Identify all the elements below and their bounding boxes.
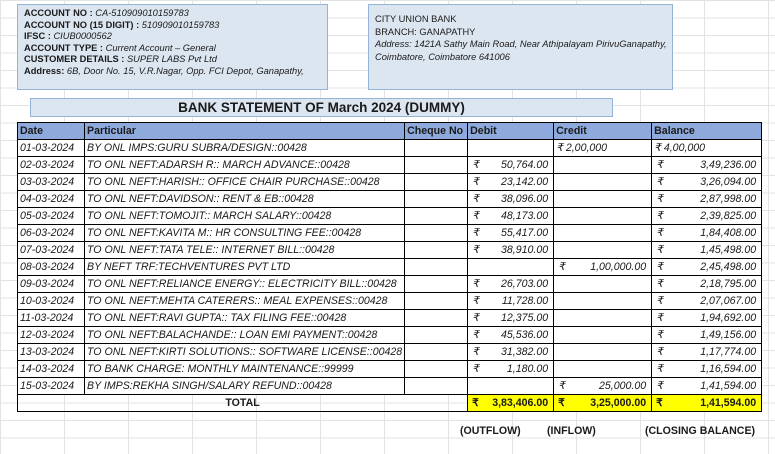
row-debit	[468, 259, 554, 276]
row-debit: ₹ 12,375.00	[468, 310, 554, 327]
account-line: ACCOUNT NO : CA-510909010159783	[24, 8, 189, 18]
row-date: 09-03-2024	[18, 276, 85, 293]
row-debit: ₹ 50,764.00	[468, 157, 554, 174]
row-credit	[554, 191, 652, 208]
row-particular: TO ONL NEFT:ADARSH R:: MARCH ADVANCE::00428	[85, 157, 405, 174]
row-date: 08-03-2024	[18, 259, 85, 276]
row-credit	[554, 344, 652, 361]
row-debit: ₹ 26,703.00	[468, 276, 554, 293]
row-date: 12-03-2024	[18, 327, 85, 344]
row-cheque	[405, 361, 468, 378]
total-debit: ₹ 3,83,406.00	[468, 395, 554, 412]
row-balance: ₹ 1,17,774.00	[652, 344, 762, 361]
total-credit: ₹ 3,25,000.00	[554, 395, 652, 412]
statement-table	[17, 122, 762, 412]
header-debit: Debit	[468, 123, 554, 140]
row-balance: ₹ 2,07,067.00	[652, 293, 762, 310]
account-line: CUSTOMER DETAILS : SUPER LABS Pvt Ltd	[24, 54, 217, 64]
row-credit: ₹ 2,00,000	[554, 140, 652, 157]
row-cheque	[405, 378, 468, 395]
outflow-label: (OUTFLOW)	[460, 425, 521, 437]
row-credit	[554, 208, 652, 225]
row-date: 04-03-2024	[18, 191, 85, 208]
row-cheque	[405, 242, 468, 259]
row-particular: BY IMPS:REKHA SINGH/SALARY REFUND::00428	[85, 378, 405, 395]
header-particular: Particular	[85, 123, 405, 140]
row-particular: TO ONL NEFT:RAVI GUPTA:: TAX FILING FEE::00428	[85, 310, 405, 327]
table-row	[18, 191, 762, 208]
table-row	[18, 225, 762, 242]
row-date: 06-03-2024	[18, 225, 85, 242]
row-balance: ₹ 2,45,498.00	[652, 259, 762, 276]
bank-branch: BRANCH: GANAPATHY	[375, 26, 476, 37]
row-debit: ₹ 38,910.00	[468, 242, 554, 259]
row-particular: TO BANK CHARGE: MONTHLY MAINTENANCE::99999	[85, 361, 405, 378]
bank-details-panel	[368, 4, 673, 90]
row-credit	[554, 174, 652, 191]
header-cheque: Cheque No	[405, 123, 468, 140]
table-row	[18, 344, 762, 361]
row-particular: BY ONL IMPS:GURU SUBRA/DESIGN::00428	[85, 140, 405, 157]
total-row	[18, 395, 762, 412]
header-date: Date	[18, 123, 85, 140]
row-credit	[554, 242, 652, 259]
row-date: 13-03-2024	[18, 344, 85, 361]
row-cheque	[405, 310, 468, 327]
row-debit: ₹ 11,728.00	[468, 293, 554, 310]
row-balance: ₹ 1,16,594.00	[652, 361, 762, 378]
total-label: TOTAL	[18, 395, 468, 412]
header-row	[18, 123, 762, 140]
row-cheque	[405, 344, 468, 361]
row-balance: ₹ 1,41,594.00	[652, 378, 762, 395]
row-credit	[554, 327, 652, 344]
table-row	[18, 378, 762, 395]
row-credit: ₹ 25,000.00	[554, 378, 652, 395]
table-row	[18, 174, 762, 191]
row-particular: TO ONL NEFT:TOMOJIT:: MARCH SALARY::00428	[85, 208, 405, 225]
row-particular: TO ONL NEFT:RELIANCE ENERGY:: ELECTRICITY BILL::00428	[85, 276, 405, 293]
row-cheque	[405, 157, 468, 174]
row-date: 14-03-2024	[18, 361, 85, 378]
row-debit: ₹ 45,536.00	[468, 327, 554, 344]
header-credit: Credit	[554, 123, 652, 140]
row-credit	[554, 157, 652, 174]
row-debit: ₹ 1,180.00	[468, 361, 554, 378]
table-row	[18, 140, 762, 157]
inflow-label: (INFLOW)	[547, 425, 596, 437]
row-cheque	[405, 276, 468, 293]
row-date: 03-03-2024	[18, 174, 85, 191]
row-debit: ₹ 55,417.00	[468, 225, 554, 242]
row-balance: ₹ 4,00,000	[652, 140, 762, 157]
row-credit	[554, 310, 652, 327]
row-cheque	[405, 191, 468, 208]
closing-balance-label: (CLOSING BALANCE)	[645, 425, 756, 437]
row-credit	[554, 361, 652, 378]
statement-title: BANK STATEMENT OF March 2024 (DUMMY)	[30, 98, 613, 117]
row-balance: ₹ 3,49,236.00	[652, 157, 762, 174]
row-cheque	[405, 225, 468, 242]
row-particular: TO ONL NEFT:MEHTA CATERERS:: MEAL EXPENSES::00428	[85, 293, 405, 310]
row-balance: ₹ 1,84,408.00	[652, 225, 762, 242]
row-debit: ₹ 48,173.00	[468, 208, 554, 225]
row-particular: TO ONL NEFT:TATA TELE:: INTERNET BILL::00428	[85, 242, 405, 259]
table-row	[18, 293, 762, 310]
table-row	[18, 208, 762, 225]
row-balance: ₹ 2,87,998.00	[652, 191, 762, 208]
table-row	[18, 310, 762, 327]
row-cheque	[405, 174, 468, 191]
row-balance: ₹ 1,49,156.00	[652, 327, 762, 344]
row-date: 02-03-2024	[18, 157, 85, 174]
row-particular: BY NEFT TRF:TECHVENTURES PVT LTD	[85, 259, 405, 276]
account-line: Address: 6B, Door No. 15, V.R.Nagar, Opp. FCI Depot, Ganapathy,	[24, 65, 304, 76]
row-cheque	[405, 208, 468, 225]
row-date: 01-03-2024	[18, 140, 85, 157]
table-row	[18, 157, 762, 174]
table-row	[18, 361, 762, 378]
row-balance: ₹ 2,39,825.00	[652, 208, 762, 225]
account-line: ACCOUNT TYPE : Current Account – General	[24, 42, 216, 53]
header-balance: Balance	[652, 123, 762, 140]
bank-name: CITY UNION BANK	[375, 14, 457, 24]
row-credit	[554, 293, 652, 310]
row-debit	[468, 140, 554, 157]
row-date: 10-03-2024	[18, 293, 85, 310]
row-particular: TO ONL NEFT:BALACHANDE:: LOAN EMI PAYMENT::00428	[85, 327, 405, 344]
row-cheque	[405, 293, 468, 310]
row-cheque	[405, 140, 468, 157]
table-row	[18, 327, 762, 344]
row-date: 15-03-2024	[18, 378, 85, 395]
row-particular: TO ONL NEFT:KAVITA M:: HR CONSULTING FEE::00428	[85, 225, 405, 242]
table-row	[18, 242, 762, 259]
row-debit: ₹ 38,096.00	[468, 191, 554, 208]
table-row	[18, 259, 762, 276]
row-balance: ₹ 2,18,795.00	[652, 276, 762, 293]
bank-address: Address: 1421A Sathy Main Road, Near Athipalayam PirivuGanapathy,	[375, 39, 667, 49]
account-details-panel	[17, 4, 328, 90]
account-line: IFSC : CIUB0000562	[24, 31, 112, 41]
row-debit: ₹ 23,142.00	[468, 174, 554, 191]
row-debit: ₹ 31,382.00	[468, 344, 554, 361]
row-particular: TO ONL NEFT:DAVIDSON:: RENT & EB::00428	[85, 191, 405, 208]
row-credit	[554, 225, 652, 242]
row-cheque	[405, 259, 468, 276]
row-particular: TO ONL NEFT:KIRTI SOLUTIONS:: SOFTWARE LICENSE::00428	[85, 344, 405, 361]
row-date: 11-03-2024	[18, 310, 85, 327]
bank-address-city: Coimbatore, Coimbatore 641006	[375, 51, 510, 62]
row-balance: ₹ 3,26,094.00	[652, 174, 762, 191]
row-balance: ₹ 1,45,498.00	[652, 242, 762, 259]
account-line: ACCOUNT NO (15 DIGIT) : 510909010159783	[24, 19, 220, 30]
table-row	[18, 276, 762, 293]
row-particular: TO ONL NEFT:HARISH:: OFFICE CHAIR PURCHASE::00428	[85, 174, 405, 191]
row-debit	[468, 378, 554, 395]
row-balance: ₹ 1,94,692.00	[652, 310, 762, 327]
row-credit: ₹ 1,00,000.00	[554, 259, 652, 276]
row-cheque	[405, 327, 468, 344]
row-credit	[554, 276, 652, 293]
row-date: 05-03-2024	[18, 208, 85, 225]
total-balance: ₹ 1,41,594.00	[652, 395, 762, 412]
row-date: 07-03-2024	[18, 242, 85, 259]
